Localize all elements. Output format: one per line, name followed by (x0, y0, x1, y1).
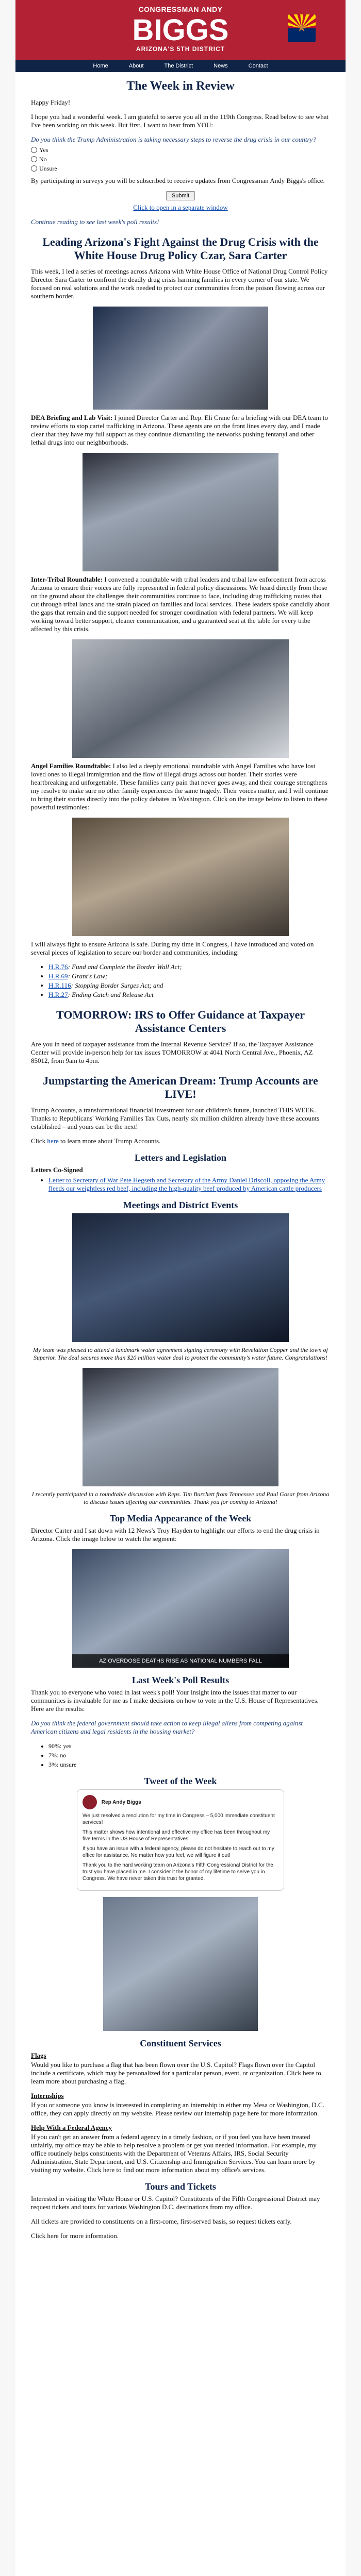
tweet-handle: Rep Andy Biggs (101, 1799, 141, 1805)
survey-disclaimer: By participating in surveys you will be subscribed to receive updates from Congressman Andy Biggs's office. (31, 177, 325, 184)
avatar (83, 1795, 97, 1809)
nav-news[interactable]: News (214, 63, 228, 69)
poll-results-question: Do you think the federal government should take action to keep illegal aliens from competing against American citizens and legal residents in the housing market? (31, 1719, 303, 1735)
bill-list (31, 963, 330, 999)
letters-list (31, 1176, 330, 1193)
poll-question: Do you think the Trump Administration is taking necessary steps to reverse the drug crisis in our country? (31, 135, 316, 143)
constituent-title: Constituent Services (140, 2038, 221, 2048)
bill-item (48, 972, 330, 980)
water-agreement-photo (72, 1213, 289, 1342)
poll-option-label: No (39, 156, 47, 163)
link-prefix: Click (31, 1137, 47, 1145)
poll-results-list (31, 1742, 330, 1769)
nav-contact[interactable]: Contact (248, 63, 268, 69)
tweet-title: Tweet of the Week (144, 1776, 217, 1786)
header-name: BIGGS (132, 13, 229, 47)
intro-paragraph: I hope you had a wonderful week. I am grateful to serve you all in the 119th Congress. Read below to see what I've been working on this week. But first, I want to hear from YOU: (31, 113, 329, 129)
roundtable-caption: I recently participated in a roundtable discussion with Reps. Tim Burchett from Tennessee and Paul Gosar from Arizona to discuss issues affecting our communities. Thank you for coming to Arizona! (31, 1490, 330, 1505)
tweet-line: We just resolved a resolution for my time in Congress – 5,000 immediate constituent services! (83, 1813, 275, 1825)
tribal-lead: Inter-Tribal Roundtable: (31, 575, 103, 583)
poll-option-label: Unsure (39, 165, 57, 172)
newsletter-page (15, 0, 346, 2576)
submit-button[interactable]: Submit (166, 191, 195, 200)
poll-results-text: Thank you to everyone who voted in last week's poll! Your insight into the issues that matter to our communities is invaluable for me as I make decisions on how to vote in the U.S. House of Representatives. Here are the results: (31, 1688, 319, 1713)
trump-accounts-link[interactable]: here (47, 1137, 59, 1145)
media-title: Top Media Appearance of the Week (109, 1513, 252, 1523)
trump-accounts-link-paragraph (31, 1137, 330, 1145)
bill-item (48, 991, 330, 999)
tribal-paragraph (31, 575, 330, 633)
trump-accounts-title: Jumpstarting the American Dream: Trump Accounts are LIVE! (43, 1074, 318, 1100)
continue-reading: Continue reading to see last week's poll results! (31, 218, 159, 226)
bill-item (48, 963, 330, 971)
drug-crisis-title: Leading Arizona's Fight Against the Drug Crisis with the White House Drug Policy Czar, Sara Carter (42, 235, 319, 262)
federal-agency-heading: Help With a Federal Agency (31, 2124, 112, 2131)
top-nav (15, 60, 346, 72)
tours-text2: All tickets are provided to constituents on a first-come, first-served basis, so request tickets early. (31, 2217, 292, 2225)
tours-title: Tours and Tickets (145, 2181, 216, 2192)
greeting: Happy Friday! (31, 98, 71, 106)
tweet-photo (103, 1897, 258, 2031)
angel-families-video-thumbnail[interactable] (72, 818, 289, 936)
roundtable-photo (83, 1368, 278, 1486)
tribal-text: I convened a roundtable with tribal leaders and tribal law enforcement from across Arizona to ensure their voices are fully represented in federal policy discussions. We heard directly from those on the ground about the challenges their communities continue to face, including drug trafficking routes that cut through tribal lands and the strain placed on families and local services. These leaders spoke candidly about the gaps that remain and the support needed for stronger coordination with federal partners. We will keep working toward better support, cleaner communication, and a guaranteed seat at the table for every tribe affected by this crisis. (31, 575, 330, 633)
tweet-line: If you have an issue with a federal agency, please do not hesitate to reach out to my office for assistance. No matter how you feel, we will figure it out! (83, 1846, 274, 1858)
header-banner (15, 0, 346, 60)
letter-link[interactable]: Letter to Secretary of War Pete Hegseth and Secretary of the Army Daniel Driscoll, opposing the Army fleeds our weightless red beef, including the high-quality beef produced by American cattle producers (48, 1176, 325, 1192)
legislation-intro: I will always fight to ensure Arizona is safe. During my time in Congress, I have introduced and voted on several pieces of legislation to secure our border and communities, including: (31, 940, 314, 956)
radio-button-icon[interactable] (31, 156, 37, 162)
nav-about[interactable]: About (128, 63, 144, 69)
bill-desc: : Fund and Complete the Border Wall Act; (68, 963, 182, 971)
water-agreement-caption: My team was pleased to attend a landmark water agreement signing ceremony with Revelation Copper and the town of Superior. The deal secures more than $20 million water deal to protect the community's water future. Congratulations! (33, 1346, 328, 1361)
bill-desc: : Stopping Border Surges Act; and (71, 981, 163, 989)
poll-result-item: • 3%: unsure (48, 1760, 330, 1769)
nav-district[interactable]: The District (164, 63, 193, 69)
link-suffix: to learn more about Trump Accounts. (58, 1137, 161, 1145)
letters-title: Letters and Legislation (135, 1153, 226, 1163)
tweet-header (83, 1795, 278, 1809)
media-video-thumbnail[interactable] (72, 1549, 289, 1668)
meetings-title: Meetings and District Events (123, 1200, 238, 1210)
bill-desc: : Ending Catch and Release Act (68, 991, 154, 998)
angel-families-photo (72, 639, 289, 758)
arizona-flag-icon (288, 14, 316, 42)
header-subtitle: ARIZONA'S 5TH DISTRICT (136, 45, 225, 53)
poll-result-item: • 7%: no (48, 1751, 330, 1759)
header-top-text: CONGRESSMAN ANDY (138, 5, 223, 13)
drug-paragraph: This week, I led a series of meetings across Arizona with White House Office of National Drug Control Policy Director Sara Carter to confront the deadly drug crisis harming families in every corner of our state. We focused on real solutions and the work needed to protect our communities from the poison flowing across our southern border. (31, 267, 328, 300)
dea-lead: DEA Briefing and Lab Visit: (31, 414, 113, 421)
internships-text: If you or someone you know is interested in completing an internship in either my Mesa or Washington, D.C. office, they can apply directly on my website. Please review our internship page here for more information. (31, 2101, 324, 2117)
brand-block (88, 5, 273, 53)
bill-link[interactable]: H.R.69 (48, 972, 68, 980)
bill-link[interactable]: H.R.27 (48, 991, 68, 998)
tweet-card[interactable] (77, 1789, 284, 1891)
letters-cosigned-heading: Letters Co-Signed (31, 1166, 83, 1174)
poll-option-yes[interactable] (31, 146, 330, 154)
tours-text3: Click here for more information. (31, 2232, 119, 2240)
flags-text: Would you like to purchase a flag that has been flown over the U.S. Capitol? Flags flown over the Capitol include a certificate, which may be personalized for a particular person, event, or organization. Click here to learn more about purchasing a flag. (31, 2061, 321, 2085)
nav-home[interactable]: Home (93, 63, 108, 69)
letter-item (48, 1176, 330, 1193)
tribal-roundtable-photo (83, 453, 278, 571)
poll-option-label: Yes (39, 146, 48, 154)
flag-star-icon: ★ (297, 22, 307, 35)
tweet-line: This matter shows how intentional and effective my office has been throughout my five terms in the US House of Representatives. (83, 1829, 270, 1842)
main-content (15, 98, 346, 2240)
radio-button-icon[interactable] (31, 165, 37, 172)
bill-link[interactable]: H.R.76 (48, 963, 68, 971)
bill-link[interactable]: H.R.116 (48, 981, 71, 989)
news-banner: AZ OVERDOSE DEATHS RISE AS NATIONAL NUMBERS FALL (72, 1654, 289, 1668)
angel-paragraph (31, 762, 330, 811)
trump-accounts-text: Trump Accounts, a transformational financial investment for our children's future, launched THIS WEEK. Thanks to Republicans' Working Families Tax Cuts, nearly six million children already have these accounts established – and yours can be the next! (31, 1106, 320, 1130)
irs-title: TOMORROW: IRS to Offer Guidance at Taxpayer Assistance Centers (56, 1008, 305, 1035)
dea-briefing-photo (93, 307, 268, 410)
radio-button-icon[interactable] (31, 147, 37, 153)
poll-result-item: • 90%: yes (48, 1742, 330, 1750)
tours-text1: Interested in visiting the White House or U.S. Capitol? Constituents of the Fifth Congressional District may request tickets and tours for various Washington D.C. destinations from my office. (31, 2195, 320, 2211)
poll-results-title: Last Week's Poll Results (132, 1675, 229, 1685)
flags-heading: Flags (31, 2052, 46, 2059)
irs-text: Are you in need of taxpayer assistance from the Internal Revenue Service? If so, the Taxpayer Assistance Center will provide in-person help for tax issues TOMORROW at 4041 North Central Ave., Phoenix, AZ 85012, from 9am to 4pm. (31, 1040, 314, 1064)
page-title: The Week in Review (126, 79, 235, 93)
bill-desc: : Grant's Law; (68, 972, 108, 980)
dea-text: I joined Director Carter and Rep. Eli Crane for a briefing with our DEA team to review efforts to stop cartel trafficking in Arizona. These agents are on the front lines every day, and I made clear that they have my full support as they continue dismantling the networks pushing fentanyl and other lethal drugs into our neighborhoods. (31, 414, 328, 446)
federal-agency-text: If you can't get an answer from a federal agency in a timely fashion, or if you feel you have been treated unfairly, my office may be able to help resolve a problem or get you needed information. For example, my office routinely helps constituents with the Department of Veterans Affairs, IRS, Social Security Administration, State Department, and U.S. Citizenship and Immigration Services. You can learn more by visiting my website. Click here to find out more information about my office's services. (31, 2133, 317, 2174)
angel-lead: Angel Families Roundtable: (31, 762, 111, 770)
poll-option-no[interactable] (31, 155, 330, 163)
poll-options (31, 146, 330, 173)
internships-heading: Internships (31, 2092, 64, 2099)
bill-item (48, 981, 330, 990)
separate-window-link[interactable]: Click to open in a separate window (133, 204, 228, 211)
dea-paragraph (31, 414, 330, 447)
angel-text: I also led a deeply emotional roundtable with Angel Families who have lost loved ones to illegal immigration and the flow of illegal drugs across our border. Their stories were heartbreaking and unforgettable. These families carry pain that never goes away, and their courage strengthens my resolve to make sure no other family experiences the same tragedy. Their voices matter, and I will continue to bring their stories directly into the policy debates in Washington. Click on the image below to listen to these powerful testimonies: (31, 762, 329, 811)
media-text: Director Carter and I sat down with 12 News's Troy Hayden to highlight our efforts to end the drug crisis in Arizona. Click the image below to watch the segment: (31, 1527, 320, 1543)
poll-option-unsure[interactable] (31, 164, 330, 173)
tweet-line: Thank you to the hard working team on Arizona's Fifth Congressional District for the trust you have placed in me. I consider it the honor of my lifetime to serve you in Congress. We have never taken this trust for granted. (83, 1862, 273, 1882)
